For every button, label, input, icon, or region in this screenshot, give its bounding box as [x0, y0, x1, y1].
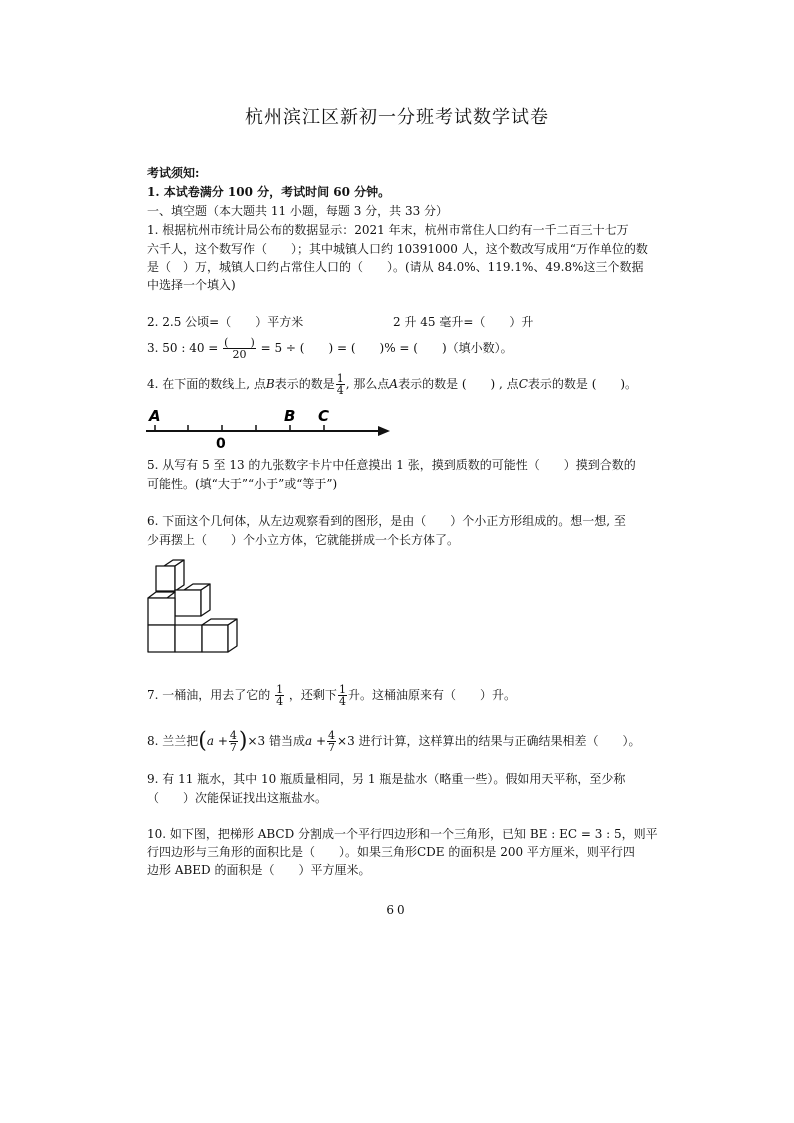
point-c-label: C: [318, 407, 330, 425]
cube-stack-figure: [140, 556, 250, 656]
cube-face: [148, 625, 175, 652]
question-6-line: 6. 下面这个几何体，从左边观察看到的图形，是由（ ）个小正方形组成的。想一想, 至: [147, 514, 626, 528]
fraction-numerator: 1: [276, 683, 284, 696]
cube-face: [202, 625, 228, 652]
point-b-label: B: [284, 407, 296, 425]
question-10-line: 边形 ABED 的面积是（ ）平方厘米。: [147, 863, 371, 877]
left-paren: (: [198, 728, 207, 754]
question-2b: 2 升 45 毫升=（ ）升: [393, 315, 534, 329]
zero-label: 0: [216, 436, 226, 452]
question-1-line: 1. 根据杭州市统计局公布的数据显示：2021 年末，杭州市常住人口约有一千二百三十七万: [147, 223, 629, 237]
cube-face: [175, 590, 201, 616]
fraction-numerator: ( ): [224, 336, 255, 349]
q4-text: 表示的数是 ( )。: [527, 377, 638, 391]
number-line-figure: [140, 404, 400, 452]
cube-face: [175, 560, 184, 591]
q7-fraction: [338, 684, 347, 707]
q3-prefix: 3. 50 : 40 =: [147, 341, 219, 355]
fraction-denominator: 4: [336, 384, 344, 397]
q3-rest: = 5 ÷ ( ) = ( )% = ( )（填小数）。: [260, 341, 513, 355]
q4-text: 4. 在下面的数线上, 点: [147, 377, 266, 391]
notice-item: 1. 本试卷满分 100 分，考试时间 60 分钟。: [147, 185, 391, 199]
q3-fraction: [223, 337, 256, 360]
q7-text: ，还剩下: [288, 688, 337, 702]
q8-fraction: [327, 730, 336, 753]
question-10-line: 10. 如下图，把梯形 ABCD 分割成一个平行四边形和一个三角形，已知 BE : EC = 3 : 5，则平: [147, 827, 658, 841]
question-5-line: 5. 从写有 5 至 13 的九张数字卡片中任意摸出 1 张，摸到质数的可能性（ ）摸到合数的: [147, 458, 636, 472]
q4-text: 表示的数是: [274, 377, 335, 391]
question-6-line: 少再摆上（ ）个小立方体，它就能拼成一个长方体了。: [147, 533, 460, 547]
q8-expression: a +: [206, 734, 228, 748]
fraction-numerator: 1: [336, 372, 344, 385]
q4-text: , 那么点: [345, 377, 390, 391]
fraction-denominator: 7: [328, 741, 336, 754]
cube-face: [148, 592, 175, 598]
q8-text: ×3 错当成: [247, 734, 305, 748]
page-number: 60: [386, 903, 408, 917]
question-3: [147, 337, 513, 360]
q7-text: 升。这桶油原来有（ ）升。: [347, 688, 516, 702]
right-paren: ): [238, 728, 248, 754]
cube-face: [201, 584, 210, 616]
q7-text: 7. 一桶油，用去了它的: [147, 688, 271, 702]
page-title: 杭州滨江区新初一分班考试数学试卷: [245, 107, 549, 128]
q4-var: A: [389, 377, 399, 391]
question-9-line: （ ）次能保证找出这瓶盐水。: [147, 791, 328, 805]
q8-text: 8. 兰兰把: [147, 734, 199, 748]
point-a-label: A: [149, 407, 161, 425]
fraction-denominator: 7: [229, 741, 237, 754]
cube-face: [175, 625, 202, 652]
q8-expression: a +: [305, 734, 327, 748]
fraction-numerator: 4: [328, 729, 336, 742]
fraction-numerator: 4: [229, 729, 237, 742]
question-7: [147, 684, 516, 707]
q4-var: C: [518, 377, 528, 391]
question-5-line: 可能性。(填“大于”“小于”或“等于”): [147, 477, 338, 491]
question-10-line: 行四边形与三角形的面积比是（ ）。如果三角形CDE 的面积是 200 平方厘米，则平行四: [147, 845, 635, 859]
fraction-numerator: 1: [338, 683, 346, 696]
question-4: [147, 373, 637, 396]
cube-face: [156, 566, 175, 591]
question-8: [147, 730, 641, 753]
fraction-denominator: 4: [276, 695, 284, 708]
q7-fraction: [275, 684, 284, 707]
q4-var: B: [265, 377, 275, 391]
section-heading: 一、填空题（本大题共 11 小题，每题 3 分，共 33 分）: [147, 204, 449, 218]
question-2a: 2. 2.5 公顷=（ ）平方米: [147, 315, 304, 329]
fraction-denominator: 4: [338, 695, 346, 708]
question-1-line: 六千人，这个数写作（ ）；其中城镇人口约 10391000 人，这个数改写成用“万作单位的数: [147, 242, 648, 256]
q4-fraction: [336, 373, 345, 396]
q8-fraction: [229, 730, 238, 753]
question-9-line: 9. 有 11 瓶水，其中 10 瓶质量相同，另 1 瓶是盐水（略重一些）。假如用天平称，至少称: [147, 772, 626, 786]
cube-face: [228, 619, 237, 652]
question-1-line: 中选择一个填入): [147, 278, 236, 292]
fraction-denominator: 20: [232, 348, 247, 361]
notice-heading: 考试须知:: [147, 166, 200, 180]
q4-text: 表示的数是 ( ) , 点: [398, 377, 519, 391]
number-line-arrow: [378, 426, 390, 436]
cube-face: [148, 598, 175, 625]
question-1-line: 是（ ）万，城镇人口约占常住人口的（ ）。(请从 84.0%、119.1%、49.8%这三个数据: [147, 260, 644, 274]
q8-text: ×3 进行计算，这样算出的结果与正确结果相差（ ）。: [337, 734, 641, 748]
